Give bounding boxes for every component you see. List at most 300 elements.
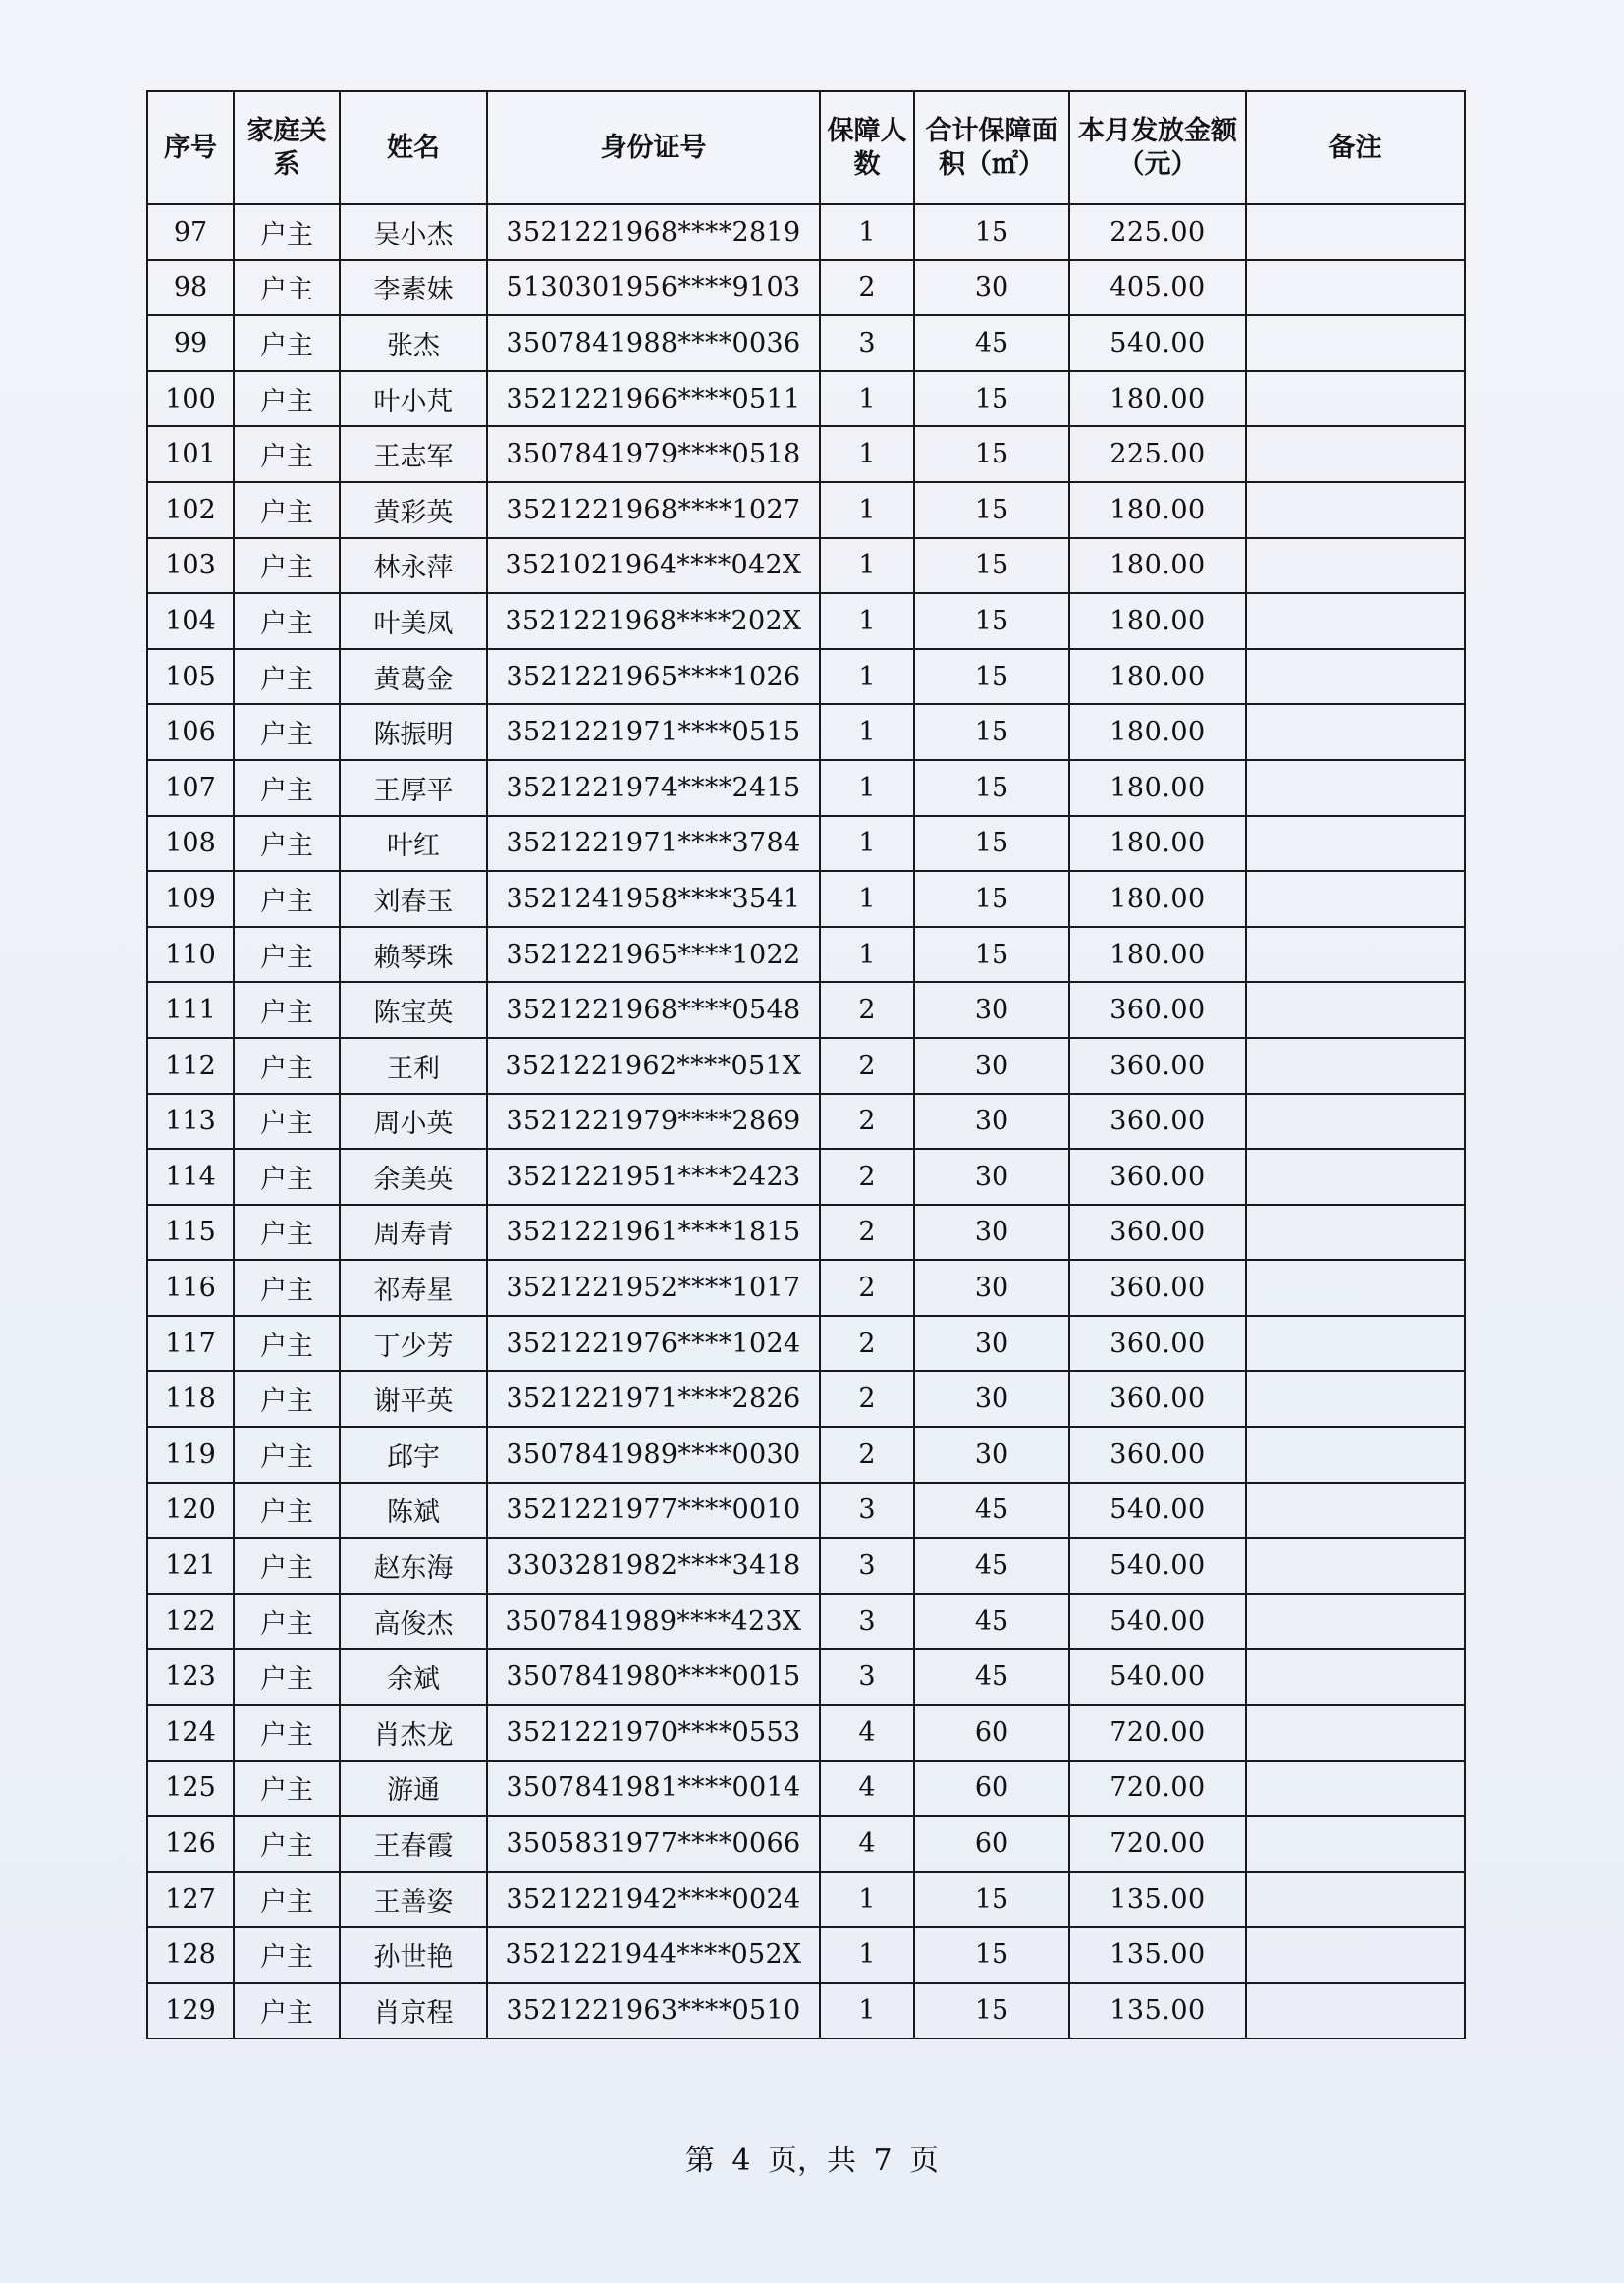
cell-amount: 360.00 [1069, 1316, 1246, 1372]
cell-area: 30 [914, 982, 1069, 1038]
cell-name: 张杰 [340, 315, 487, 371]
cell-area: 60 [914, 1761, 1069, 1817]
cell-id-number: 3521221944****052X [487, 1927, 820, 1983]
cell-no: 120 [147, 1483, 234, 1539]
cell-amount: 360.00 [1069, 1038, 1246, 1094]
cell-remark [1246, 1260, 1465, 1316]
cell-amount: 720.00 [1069, 1761, 1246, 1817]
cell-no: 109 [147, 871, 234, 927]
cell-relation: 户主 [234, 871, 340, 927]
cell-id-number: 3521221968****202X [487, 593, 820, 649]
cell-area: 15 [914, 927, 1069, 983]
table-row [147, 649, 1465, 705]
cell-id-number: 3505831977****0066 [487, 1816, 820, 1872]
header-id-number: 身份证号 [487, 91, 820, 204]
table-row [147, 1205, 1465, 1261]
cell-name: 赖琴珠 [340, 927, 487, 983]
cell-relation: 户主 [234, 704, 340, 760]
cell-id-number: 3507841980****0015 [487, 1649, 820, 1705]
cell-name: 叶小芃 [340, 371, 487, 427]
cell-people: 1 [820, 371, 914, 427]
cell-name: 肖京程 [340, 1983, 487, 2038]
table-row [147, 593, 1465, 649]
cell-people: 1 [820, 204, 914, 260]
cell-relation: 户主 [234, 927, 340, 983]
cell-id-number: 3521221968****1027 [487, 482, 820, 538]
cell-people: 3 [820, 1538, 914, 1594]
cell-name: 周小英 [340, 1094, 487, 1150]
header-people: 保障人数 [820, 91, 914, 204]
cell-name: 林永萍 [340, 538, 487, 594]
cell-people: 1 [820, 927, 914, 983]
cell-area: 15 [914, 371, 1069, 427]
cell-amount: 540.00 [1069, 1483, 1246, 1539]
cell-id-number: 3521221977****0010 [487, 1483, 820, 1539]
cell-name: 刘春玉 [340, 871, 487, 927]
cell-no: 116 [147, 1260, 234, 1316]
cell-no: 113 [147, 1094, 234, 1150]
cell-no: 100 [147, 371, 234, 427]
cell-no: 106 [147, 704, 234, 760]
cell-area: 30 [914, 1371, 1069, 1427]
table-row [147, 1761, 1465, 1817]
housing-subsidy-table [146, 90, 1466, 2039]
cell-id-number: 3521221962****051X [487, 1038, 820, 1094]
cell-people: 2 [820, 260, 914, 316]
cell-id-number: 3507841979****0518 [487, 426, 820, 482]
cell-name: 高俊杰 [340, 1594, 487, 1650]
cell-no: 118 [147, 1371, 234, 1427]
cell-no: 122 [147, 1594, 234, 1650]
cell-area: 30 [914, 1094, 1069, 1150]
cell-no: 112 [147, 1038, 234, 1094]
cell-name: 谢平英 [340, 1371, 487, 1427]
header-remark: 备注 [1246, 91, 1465, 204]
table-row [147, 260, 1465, 316]
cell-remark [1246, 260, 1465, 316]
cell-people: 3 [820, 1594, 914, 1650]
cell-relation: 户主 [234, 1594, 340, 1650]
cell-name: 祁寿星 [340, 1260, 487, 1316]
cell-name: 游通 [340, 1761, 487, 1817]
cell-people: 1 [820, 482, 914, 538]
cell-amount: 180.00 [1069, 816, 1246, 872]
cell-people: 1 [820, 649, 914, 705]
cell-no: 125 [147, 1761, 234, 1817]
cell-area: 15 [914, 204, 1069, 260]
cell-no: 128 [147, 1927, 234, 1983]
cell-people: 2 [820, 1149, 914, 1205]
cell-no: 103 [147, 538, 234, 594]
cell-amount: 225.00 [1069, 426, 1246, 482]
cell-relation: 户主 [234, 1705, 340, 1761]
cell-area: 15 [914, 482, 1069, 538]
cell-name: 叶美凤 [340, 593, 487, 649]
table-row [147, 1594, 1465, 1650]
cell-id-number: 3521221970****0553 [487, 1705, 820, 1761]
cell-name: 李素妹 [340, 260, 487, 316]
cell-relation: 户主 [234, 1316, 340, 1372]
cell-id-number: 3521221952****1017 [487, 1260, 820, 1316]
cell-people: 3 [820, 1649, 914, 1705]
cell-id-number: 3521221942****0024 [487, 1872, 820, 1928]
cell-amount: 720.00 [1069, 1816, 1246, 1872]
cell-name: 吴小杰 [340, 204, 487, 260]
table-header-row [147, 91, 1465, 204]
cell-people: 2 [820, 1427, 914, 1483]
cell-amount: 540.00 [1069, 1649, 1246, 1705]
cell-people: 1 [820, 1983, 914, 2038]
cell-relation: 户主 [234, 538, 340, 594]
cell-amount: 225.00 [1069, 204, 1246, 260]
table-row [147, 1316, 1465, 1372]
table-row [147, 1538, 1465, 1594]
cell-area: 45 [914, 1483, 1069, 1539]
cell-people: 1 [820, 871, 914, 927]
cell-relation: 户主 [234, 593, 340, 649]
cell-people: 2 [820, 982, 914, 1038]
cell-amount: 540.00 [1069, 1538, 1246, 1594]
page-number: 第 4 页，共 7 页 [684, 2144, 940, 2178]
cell-name: 王利 [340, 1038, 487, 1094]
table-row [147, 982, 1465, 1038]
cell-remark [1246, 1149, 1465, 1205]
cell-area: 15 [914, 1872, 1069, 1928]
cell-relation: 户主 [234, 1371, 340, 1427]
table-row [147, 426, 1465, 482]
cell-people: 1 [820, 1927, 914, 1983]
table-row [147, 482, 1465, 538]
cell-relation: 户主 [234, 1816, 340, 1872]
cell-amount: 135.00 [1069, 1872, 1246, 1928]
cell-no: 102 [147, 482, 234, 538]
cell-name: 王善姿 [340, 1872, 487, 1928]
cell-name: 叶红 [340, 816, 487, 872]
table-row [147, 204, 1465, 260]
cell-remark [1246, 482, 1465, 538]
cell-id-number: 3521221968****0548 [487, 982, 820, 1038]
cell-area: 45 [914, 1594, 1069, 1650]
cell-amount: 360.00 [1069, 1205, 1246, 1261]
cell-name: 王志军 [340, 426, 487, 482]
cell-amount: 360.00 [1069, 1427, 1246, 1483]
cell-relation: 户主 [234, 1761, 340, 1817]
cell-no: 101 [147, 426, 234, 482]
cell-id-number: 3521221965****1026 [487, 649, 820, 705]
cell-no: 121 [147, 1538, 234, 1594]
cell-relation: 户主 [234, 1649, 340, 1705]
cell-amount: 135.00 [1069, 1983, 1246, 2038]
cell-people: 3 [820, 315, 914, 371]
table-row [147, 1872, 1465, 1928]
cell-area: 15 [914, 871, 1069, 927]
header-no: 序号 [147, 91, 234, 204]
cell-remark [1246, 593, 1465, 649]
cell-relation: 户主 [234, 1483, 340, 1539]
cell-no: 107 [147, 760, 234, 816]
cell-area: 15 [914, 426, 1069, 482]
cell-amount: 180.00 [1069, 593, 1246, 649]
cell-relation: 户主 [234, 426, 340, 482]
cell-remark [1246, 1816, 1465, 1872]
cell-area: 30 [914, 1038, 1069, 1094]
table-row [147, 816, 1465, 872]
cell-people: 2 [820, 1316, 914, 1372]
cell-no: 99 [147, 315, 234, 371]
cell-name: 黄葛金 [340, 649, 487, 705]
cell-area: 45 [914, 1649, 1069, 1705]
cell-remark [1246, 1872, 1465, 1928]
cell-amount: 360.00 [1069, 1260, 1246, 1316]
cell-no: 108 [147, 816, 234, 872]
cell-relation: 户主 [234, 204, 340, 260]
cell-no: 111 [147, 982, 234, 1038]
cell-people: 1 [820, 1872, 914, 1928]
cell-remark [1246, 1205, 1465, 1261]
cell-relation: 户主 [234, 649, 340, 705]
cell-no: 104 [147, 593, 234, 649]
cell-name: 邱宇 [340, 1427, 487, 1483]
cell-id-number: 3507841988****0036 [487, 315, 820, 371]
cell-relation: 户主 [234, 315, 340, 371]
cell-id-number: 3521021964****042X [487, 538, 820, 594]
cell-amount: 180.00 [1069, 371, 1246, 427]
cell-no: 123 [147, 1649, 234, 1705]
table-row [147, 1927, 1465, 1983]
cell-people: 2 [820, 1371, 914, 1427]
cell-people: 1 [820, 538, 914, 594]
cell-id-number: 3507841989****0030 [487, 1427, 820, 1483]
cell-remark [1246, 704, 1465, 760]
cell-amount: 180.00 [1069, 927, 1246, 983]
cell-remark [1246, 1649, 1465, 1705]
header-amount: 本月发放金额（元） [1069, 91, 1246, 204]
cell-relation: 户主 [234, 371, 340, 427]
cell-name: 肖杰龙 [340, 1705, 487, 1761]
cell-remark [1246, 1594, 1465, 1650]
cell-relation: 户主 [234, 1038, 340, 1094]
cell-no: 124 [147, 1705, 234, 1761]
cell-relation: 户主 [234, 760, 340, 816]
cell-remark [1246, 1094, 1465, 1150]
cell-relation: 户主 [234, 1260, 340, 1316]
cell-no: 114 [147, 1149, 234, 1205]
cell-area: 15 [914, 1927, 1069, 1983]
cell-area: 30 [914, 1205, 1069, 1261]
cell-area: 30 [914, 1260, 1069, 1316]
cell-remark [1246, 816, 1465, 872]
cell-name: 王厚平 [340, 760, 487, 816]
cell-people: 1 [820, 593, 914, 649]
cell-id-number: 3521221963****0510 [487, 1983, 820, 2038]
cell-area: 15 [914, 760, 1069, 816]
cell-no: 126 [147, 1816, 234, 1872]
cell-area: 60 [914, 1816, 1069, 1872]
cell-id-number: 3521221971****3784 [487, 816, 820, 872]
cell-id-number: 3521221971****2826 [487, 1371, 820, 1427]
cell-people: 4 [820, 1816, 914, 1872]
cell-remark [1246, 1038, 1465, 1094]
cell-relation: 户主 [234, 260, 340, 316]
cell-id-number: 3521221976****1024 [487, 1316, 820, 1372]
cell-id-number: 3507841981****0014 [487, 1761, 820, 1817]
table-row [147, 1427, 1465, 1483]
cell-area: 15 [914, 538, 1069, 594]
table-row [147, 1816, 1465, 1872]
table-row [147, 371, 1465, 427]
cell-people: 2 [820, 1260, 914, 1316]
table-row [147, 871, 1465, 927]
cell-area: 30 [914, 1316, 1069, 1372]
cell-remark [1246, 1538, 1465, 1594]
cell-relation: 户主 [234, 982, 340, 1038]
cell-relation: 户主 [234, 1983, 340, 2038]
table-row [147, 1649, 1465, 1705]
cell-people: 1 [820, 426, 914, 482]
cell-amount: 180.00 [1069, 538, 1246, 594]
cell-id-number: 5130301956****9103 [487, 260, 820, 316]
cell-id-number: 3521221979****2869 [487, 1094, 820, 1150]
cell-amount: 360.00 [1069, 1149, 1246, 1205]
cell-amount: 540.00 [1069, 1594, 1246, 1650]
table-row [147, 1371, 1465, 1427]
cell-name: 余斌 [340, 1649, 487, 1705]
cell-area: 30 [914, 1427, 1069, 1483]
cell-relation: 户主 [234, 1427, 340, 1483]
cell-remark [1246, 927, 1465, 983]
cell-remark [1246, 1761, 1465, 1817]
cell-relation: 户主 [234, 1094, 340, 1150]
cell-relation: 户主 [234, 1927, 340, 1983]
cell-remark [1246, 426, 1465, 482]
cell-remark [1246, 1705, 1465, 1761]
cell-relation: 户主 [234, 816, 340, 872]
cell-remark [1246, 1316, 1465, 1372]
cell-people: 2 [820, 1094, 914, 1150]
cell-remark [1246, 649, 1465, 705]
cell-remark [1246, 871, 1465, 927]
cell-area: 15 [914, 704, 1069, 760]
cell-amount: 360.00 [1069, 1371, 1246, 1427]
cell-amount: 540.00 [1069, 315, 1246, 371]
cell-no: 127 [147, 1872, 234, 1928]
cell-no: 97 [147, 204, 234, 260]
cell-remark [1246, 204, 1465, 260]
cell-id-number: 3521221965****1022 [487, 927, 820, 983]
header-relation: 家庭关系 [234, 91, 340, 204]
cell-relation: 户主 [234, 1872, 340, 1928]
cell-remark [1246, 371, 1465, 427]
cell-area: 30 [914, 1149, 1069, 1205]
cell-area: 15 [914, 593, 1069, 649]
cell-relation: 户主 [234, 482, 340, 538]
cell-no: 110 [147, 927, 234, 983]
cell-amount: 360.00 [1069, 1094, 1246, 1150]
cell-name: 余美英 [340, 1149, 487, 1205]
cell-relation: 户主 [234, 1205, 340, 1261]
table-row [147, 704, 1465, 760]
table-row [147, 1260, 1465, 1316]
cell-people: 2 [820, 1205, 914, 1261]
cell-name: 陈宝英 [340, 982, 487, 1038]
cell-area: 15 [914, 816, 1069, 872]
cell-name: 丁少芳 [340, 1316, 487, 1372]
table-row [147, 1149, 1465, 1205]
table-row [147, 1094, 1465, 1150]
cell-remark [1246, 982, 1465, 1038]
cell-amount: 180.00 [1069, 871, 1246, 927]
cell-name: 王春霞 [340, 1816, 487, 1872]
cell-id-number: 3521221971****0515 [487, 704, 820, 760]
cell-name: 黄彩英 [340, 482, 487, 538]
cell-people: 3 [820, 1483, 914, 1539]
cell-remark [1246, 760, 1465, 816]
cell-id-number: 3521221968****2819 [487, 204, 820, 260]
cell-id-number: 3303281982****3418 [487, 1538, 820, 1594]
cell-amount: 405.00 [1069, 260, 1246, 316]
cell-name: 陈斌 [340, 1483, 487, 1539]
table-row [147, 1038, 1465, 1094]
table-row [147, 1983, 1465, 2038]
cell-relation: 户主 [234, 1149, 340, 1205]
table-body [147, 204, 1465, 2038]
cell-id-number: 3507841989****423X [487, 1594, 820, 1650]
cell-name: 周寿青 [340, 1205, 487, 1261]
cell-no: 115 [147, 1205, 234, 1261]
cell-area: 15 [914, 649, 1069, 705]
cell-remark [1246, 315, 1465, 371]
cell-people: 1 [820, 760, 914, 816]
cell-amount: 360.00 [1069, 982, 1246, 1038]
cell-relation: 户主 [234, 1538, 340, 1594]
cell-people: 2 [820, 1038, 914, 1094]
cell-no: 129 [147, 1983, 234, 2038]
cell-amount: 180.00 [1069, 649, 1246, 705]
cell-no: 117 [147, 1316, 234, 1372]
table-row [147, 927, 1465, 983]
table-row [147, 1483, 1465, 1539]
header-area: 合计保障面积（㎡） [914, 91, 1069, 204]
cell-area: 15 [914, 1983, 1069, 2038]
table-row [147, 538, 1465, 594]
table-row [147, 1705, 1465, 1761]
cell-id-number: 3521221966****0511 [487, 371, 820, 427]
cell-remark [1246, 1371, 1465, 1427]
table-row [147, 315, 1465, 371]
cell-people: 4 [820, 1705, 914, 1761]
cell-area: 45 [914, 1538, 1069, 1594]
cell-amount: 720.00 [1069, 1705, 1246, 1761]
cell-name: 赵东海 [340, 1538, 487, 1594]
cell-people: 1 [820, 704, 914, 760]
cell-id-number: 3521221961****1815 [487, 1205, 820, 1261]
cell-amount: 180.00 [1069, 482, 1246, 538]
cell-remark [1246, 1427, 1465, 1483]
cell-no: 119 [147, 1427, 234, 1483]
cell-area: 60 [914, 1705, 1069, 1761]
cell-remark [1246, 538, 1465, 594]
cell-area: 30 [914, 260, 1069, 316]
header-name: 姓名 [340, 91, 487, 204]
cell-no: 98 [147, 260, 234, 316]
cell-id-number: 3521241958****3541 [487, 871, 820, 927]
cell-people: 4 [820, 1761, 914, 1817]
cell-name: 孙世艳 [340, 1927, 487, 1983]
cell-remark [1246, 1927, 1465, 1983]
cell-remark [1246, 1483, 1465, 1539]
table-row [147, 760, 1465, 816]
cell-id-number: 3521221974****2415 [487, 760, 820, 816]
